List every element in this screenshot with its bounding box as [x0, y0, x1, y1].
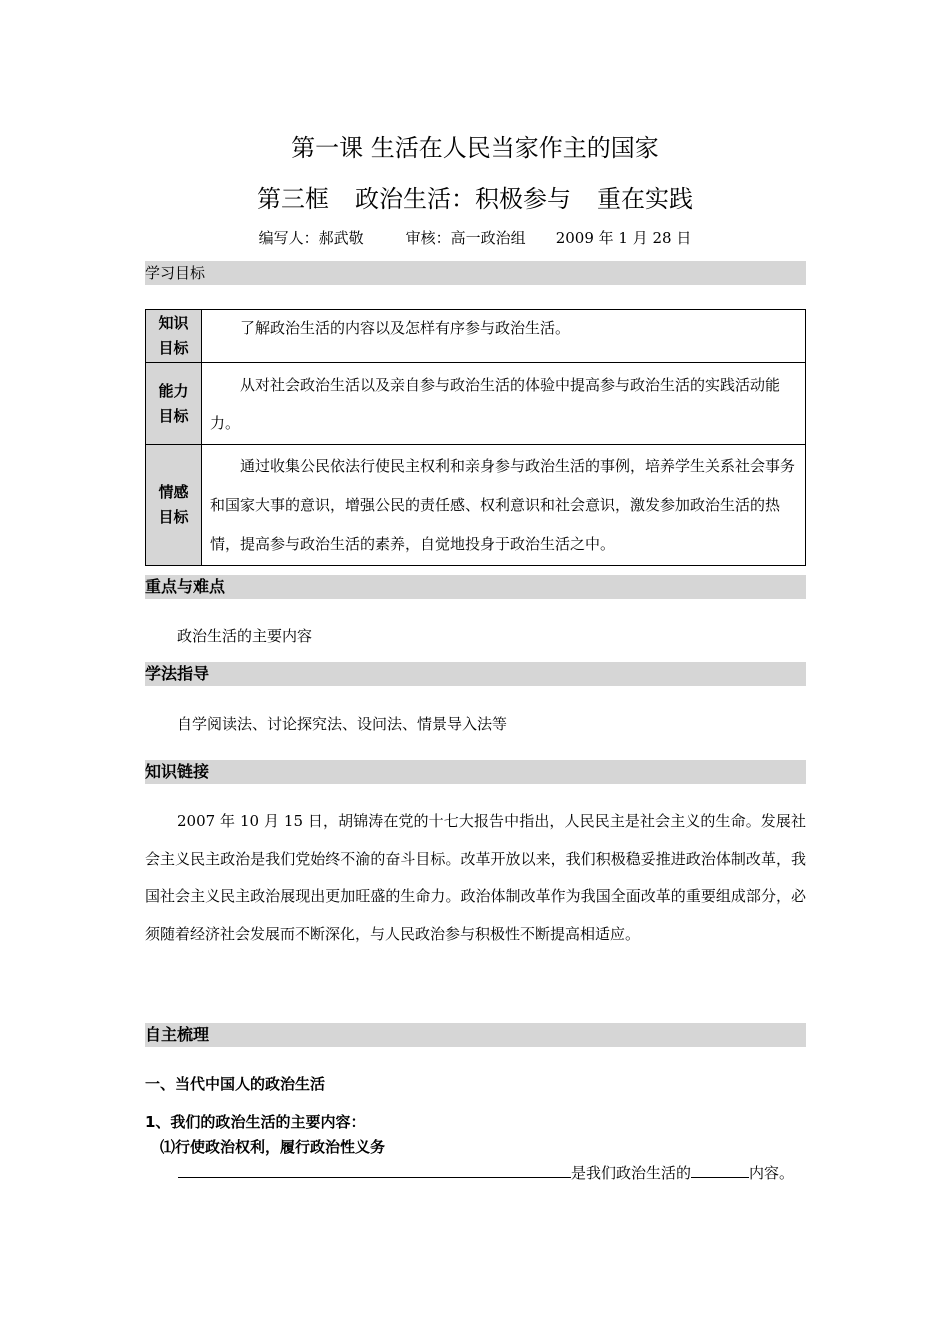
frame-title-b: 重在实践: [597, 185, 693, 213]
author-line: [0, 226, 950, 250]
objective-label: 知识 目标: [146, 310, 202, 363]
author: 编写人：郝武敬: [258, 229, 364, 247]
objectives-heading: 学习目标: [145, 261, 806, 285]
frame-label: 第三框: [257, 185, 329, 213]
objectives-table: [145, 309, 806, 566]
fill-text-end: 内容。: [749, 1164, 795, 1182]
lesson-title: 第一课 生活在人民当家作主的国家: [291, 134, 659, 162]
objective-row-knowledge: [146, 310, 806, 363]
self-study-heading: 自主梳理: [145, 1023, 806, 1047]
fill-in-sentence: [178, 1161, 808, 1185]
key-points-heading: 重点与难点: [145, 575, 806, 599]
method-text: 自学阅读法、讨论探究法、设问法、情景导入法等: [177, 715, 508, 733]
item-heading: 1、我们的政治生活的主要内容：: [145, 1113, 366, 1131]
date: 2009 年 1 月 28 日: [555, 229, 692, 247]
objective-label: 能力 目标: [146, 363, 202, 445]
objective-text: 了解政治生活的内容以及怎样有序参与政治生活。: [202, 310, 806, 363]
answer-blank[interactable]: [178, 1161, 571, 1178]
objective-label: 情感 目标: [146, 445, 202, 566]
frame-title: [0, 181, 950, 217]
objective-text: 从对社会政治生活以及亲自参与政治生活的体验中提高参与政治生活的实践活动能力。: [202, 363, 806, 445]
objective-text: 通过收集公民依法行使民主权利和亲身参与政治生活的事例，培养学生关系社会事务和国家大事的意识，增强公民的责任感、权利意识和社会意识，激发参加政治生活的热情，提高参与政治生活的素养，自觉地投身于政治生活之中。: [202, 445, 806, 566]
section-heading: 一、当代中国人的政治生活: [145, 1075, 326, 1093]
frame-title-a: 政治生活：积极参与: [355, 185, 571, 213]
method-heading: 学法指导: [145, 662, 806, 686]
knowledge-link-heading: 知识链接: [145, 760, 806, 784]
objective-row-emotion: [146, 445, 806, 566]
reviewer: 审核：高一政治组: [405, 229, 526, 247]
answer-blank[interactable]: [691, 1161, 749, 1178]
key-points-text: 政治生活的主要内容: [177, 627, 313, 645]
fill-text-mid: 是我们政治生活的: [571, 1164, 692, 1182]
sub-item-heading: ⑴行使政治权利，履行政治性义务: [160, 1138, 386, 1156]
objective-row-ability: [146, 363, 806, 445]
knowledge-link-text: 2007 年 10 月 15 日，胡锦涛在党的十七大报告中指出，人民民主是社会主义的生命。发展社会主义民主政治是我们党始终不渝的奋斗目标。改革开放以来，我们积极稳妥推进政治体制改革，我国社会主义民主政治展现出更加旺盛的生命力。政治体制改革作为我国全面改革的重要组成部分，必须随着经济社会发展而不断深化，与人民政治参与积极性不断提高相适应。: [145, 812, 806, 943]
